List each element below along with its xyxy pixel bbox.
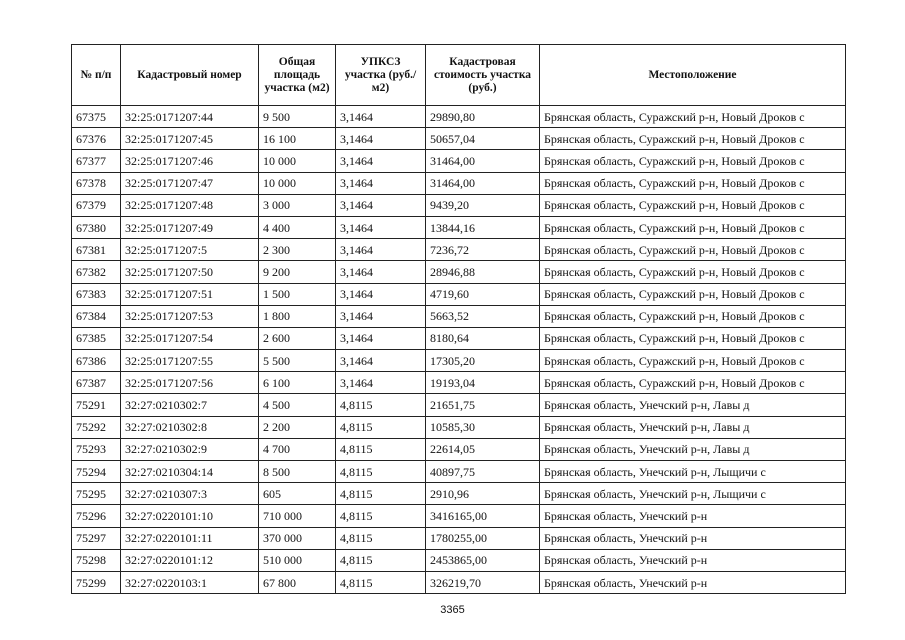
table-row bbox=[72, 106, 846, 128]
cell-area: 10 000 bbox=[259, 172, 336, 194]
cell-number: 75295 bbox=[72, 483, 121, 505]
cell-upksz: 3,1464 bbox=[336, 194, 426, 216]
cell-cadastral-number: 32:25:0171207:46 bbox=[121, 150, 259, 172]
cell-location: Брянская область, Суражский р-н, Новый Дроков с bbox=[540, 305, 846, 327]
cell-number: 67382 bbox=[72, 261, 121, 283]
cell-cadastral-value: 1780255,00 bbox=[426, 527, 540, 549]
cell-location: Брянская область, Унечский р-н bbox=[540, 505, 846, 527]
cell-location: Брянская область, Унечский р-н, Лавы д bbox=[540, 416, 846, 438]
cell-location: Брянская область, Суражский р-н, Новый Дроков с bbox=[540, 106, 846, 128]
cell-cadastral-value: 17305,20 bbox=[426, 350, 540, 372]
cell-cadastral-number: 32:27:0210307:3 bbox=[121, 483, 259, 505]
cell-cadastral-number: 32:25:0171207:51 bbox=[121, 283, 259, 305]
cell-area: 6 100 bbox=[259, 372, 336, 394]
table-row bbox=[72, 283, 846, 305]
cell-cadastral-value: 19193,04 bbox=[426, 372, 540, 394]
cell-upksz: 3,1464 bbox=[336, 372, 426, 394]
cell-cadastral-value: 31464,00 bbox=[426, 172, 540, 194]
cell-area: 2 600 bbox=[259, 327, 336, 349]
cell-number: 75297 bbox=[72, 527, 121, 549]
table-row bbox=[72, 438, 846, 460]
cell-upksz: 4,8115 bbox=[336, 571, 426, 593]
cell-upksz: 3,1464 bbox=[336, 106, 426, 128]
table-row bbox=[72, 416, 846, 438]
cell-number: 67377 bbox=[72, 150, 121, 172]
cell-location: Брянская область, Унечский р-н, Лавы д bbox=[540, 394, 846, 416]
table-header bbox=[72, 45, 846, 106]
cell-cadastral-value: 40897,75 bbox=[426, 461, 540, 483]
cadastral-table bbox=[71, 44, 846, 594]
table-row bbox=[72, 305, 846, 327]
cell-area: 9 200 bbox=[259, 261, 336, 283]
cell-location: Брянская область, Суражский р-н, Новый Дроков с bbox=[540, 216, 846, 238]
cell-cadastral-number: 32:25:0171207:47 bbox=[121, 172, 259, 194]
cell-cadastral-number: 32:25:0171207:5 bbox=[121, 239, 259, 261]
cell-upksz: 4,8115 bbox=[336, 483, 426, 505]
table-row bbox=[72, 261, 846, 283]
cell-upksz: 3,1464 bbox=[336, 172, 426, 194]
cell-cadastral-number: 32:25:0171207:56 bbox=[121, 372, 259, 394]
cell-number: 67375 bbox=[72, 106, 121, 128]
cell-cadastral-number: 32:27:0220101:10 bbox=[121, 505, 259, 527]
cell-location: Брянская область, Суражский р-н, Новый Дроков с bbox=[540, 239, 846, 261]
header-cadastral-number: Кадастровый номер bbox=[121, 45, 259, 106]
cell-number: 67378 bbox=[72, 172, 121, 194]
cell-cadastral-value: 2910,96 bbox=[426, 483, 540, 505]
cell-cadastral-number: 32:27:0210304:14 bbox=[121, 461, 259, 483]
cell-area: 16 100 bbox=[259, 128, 336, 150]
cell-upksz: 3,1464 bbox=[336, 128, 426, 150]
cell-area: 1 800 bbox=[259, 305, 336, 327]
table-row bbox=[72, 483, 846, 505]
cell-location: Брянская область, Унечский р-н, Лавы д bbox=[540, 438, 846, 460]
cell-upksz: 3,1464 bbox=[336, 150, 426, 172]
cell-cadastral-number: 32:27:0210302:9 bbox=[121, 438, 259, 460]
cell-location: Брянская область, Суражский р-н, Новый Дроков с bbox=[540, 194, 846, 216]
cell-cadastral-number: 32:25:0171207:49 bbox=[121, 216, 259, 238]
cell-cadastral-value: 50657,04 bbox=[426, 128, 540, 150]
cell-cadastral-number: 32:25:0171207:48 bbox=[121, 194, 259, 216]
cell-cadastral-number: 32:27:0220101:11 bbox=[121, 527, 259, 549]
cell-cadastral-value: 7236,72 bbox=[426, 239, 540, 261]
table-row bbox=[72, 150, 846, 172]
cell-area: 4 700 bbox=[259, 438, 336, 460]
cell-number: 67383 bbox=[72, 283, 121, 305]
cell-upksz: 3,1464 bbox=[336, 283, 426, 305]
cell-number: 67384 bbox=[72, 305, 121, 327]
cell-cadastral-number: 32:25:0171207:50 bbox=[121, 261, 259, 283]
cell-upksz: 4,8115 bbox=[336, 549, 426, 571]
header-cadastral-value: Кадастровая стоимость участка (руб.) bbox=[426, 45, 540, 106]
cell-cadastral-number: 32:25:0171207:55 bbox=[121, 350, 259, 372]
cell-upksz: 4,8115 bbox=[336, 416, 426, 438]
cell-location: Брянская область, Унечский р-н bbox=[540, 549, 846, 571]
cell-cadastral-value: 10585,30 bbox=[426, 416, 540, 438]
cell-cadastral-value: 22614,05 bbox=[426, 438, 540, 460]
page-number: 3365 bbox=[440, 604, 465, 616]
table-row bbox=[72, 239, 846, 261]
cell-cadastral-number: 32:27:0220103:1 bbox=[121, 571, 259, 593]
table-row bbox=[72, 505, 846, 527]
table-row bbox=[72, 549, 846, 571]
cell-number: 67385 bbox=[72, 327, 121, 349]
cell-cadastral-number: 32:25:0171207:53 bbox=[121, 305, 259, 327]
cell-area: 710 000 bbox=[259, 505, 336, 527]
header-number: № п/п bbox=[72, 45, 121, 106]
cell-area: 4 400 bbox=[259, 216, 336, 238]
cell-location: Брянская область, Суражский р-н, Новый Дроков с bbox=[540, 327, 846, 349]
cell-location: Брянская область, Унечский р-н, Лыщичи с bbox=[540, 461, 846, 483]
cell-location: Брянская область, Суражский р-н, Новый Дроков с bbox=[540, 283, 846, 305]
cell-upksz: 4,8115 bbox=[336, 394, 426, 416]
cell-cadastral-value: 4719,60 bbox=[426, 283, 540, 305]
cell-upksz: 4,8115 bbox=[336, 438, 426, 460]
cell-number: 75296 bbox=[72, 505, 121, 527]
cell-number: 75299 bbox=[72, 571, 121, 593]
cell-cadastral-value: 9439,20 bbox=[426, 194, 540, 216]
cell-cadastral-number: 32:27:0210302:7 bbox=[121, 394, 259, 416]
cell-area: 4 500 bbox=[259, 394, 336, 416]
cell-location: Брянская область, Суражский р-н, Новый Дроков с bbox=[540, 150, 846, 172]
cell-number: 75292 bbox=[72, 416, 121, 438]
header-row bbox=[72, 45, 846, 106]
cell-number: 75294 bbox=[72, 461, 121, 483]
cell-location: Брянская область, Унечский р-н bbox=[540, 527, 846, 549]
cell-number: 67376 bbox=[72, 128, 121, 150]
table-row bbox=[72, 216, 846, 238]
cell-area: 605 bbox=[259, 483, 336, 505]
cell-cadastral-value: 3416165,00 bbox=[426, 505, 540, 527]
cell-location: Брянская область, Унечский р-н bbox=[540, 571, 846, 593]
table-row bbox=[72, 372, 846, 394]
cell-number: 75298 bbox=[72, 549, 121, 571]
cell-location: Брянская область, Суражский р-н, Новый Дроков с bbox=[540, 261, 846, 283]
cell-cadastral-number: 32:25:0171207:54 bbox=[121, 327, 259, 349]
cell-upksz: 4,8115 bbox=[336, 527, 426, 549]
cell-number: 75291 bbox=[72, 394, 121, 416]
cell-upksz: 3,1464 bbox=[336, 216, 426, 238]
cell-number: 75293 bbox=[72, 438, 121, 460]
table-body bbox=[72, 106, 846, 594]
cell-location: Брянская область, Унечский р-н, Лыщичи с bbox=[540, 483, 846, 505]
table-row bbox=[72, 194, 846, 216]
header-area: Общая площадь участка (м2) bbox=[259, 45, 336, 106]
cell-cadastral-value: 21651,75 bbox=[426, 394, 540, 416]
cell-cadastral-value: 13844,16 bbox=[426, 216, 540, 238]
cell-area: 9 500 bbox=[259, 106, 336, 128]
cell-area: 10 000 bbox=[259, 150, 336, 172]
cell-number: 67387 bbox=[72, 372, 121, 394]
header-location: Местоположение bbox=[540, 45, 846, 106]
cell-upksz: 3,1464 bbox=[336, 305, 426, 327]
cell-cadastral-number: 32:25:0171207:45 bbox=[121, 128, 259, 150]
cell-upksz: 3,1464 bbox=[336, 350, 426, 372]
cell-area: 67 800 bbox=[259, 571, 336, 593]
cell-area: 5 500 bbox=[259, 350, 336, 372]
cell-location: Брянская область, Суражский р-н, Новый Дроков с bbox=[540, 372, 846, 394]
cell-number: 67379 bbox=[72, 194, 121, 216]
table-row bbox=[72, 571, 846, 593]
cell-cadastral-value: 2453865,00 bbox=[426, 549, 540, 571]
cell-area: 1 500 bbox=[259, 283, 336, 305]
cell-upksz: 3,1464 bbox=[336, 327, 426, 349]
table-row bbox=[72, 327, 846, 349]
cell-number: 67381 bbox=[72, 239, 121, 261]
cell-cadastral-value: 326219,70 bbox=[426, 571, 540, 593]
cell-cadastral-value: 8180,64 bbox=[426, 327, 540, 349]
cell-area: 2 200 bbox=[259, 416, 336, 438]
cell-cadastral-number: 32:27:0210302:8 bbox=[121, 416, 259, 438]
table-row bbox=[72, 461, 846, 483]
cell-number: 67380 bbox=[72, 216, 121, 238]
cell-area: 510 000 bbox=[259, 549, 336, 571]
cell-upksz: 4,8115 bbox=[336, 505, 426, 527]
cell-upksz: 3,1464 bbox=[336, 239, 426, 261]
cell-location: Брянская область, Суражский р-н, Новый Дроков с bbox=[540, 128, 846, 150]
cell-location: Брянская область, Суражский р-н, Новый Дроков с bbox=[540, 350, 846, 372]
cell-area: 3 000 bbox=[259, 194, 336, 216]
table-row bbox=[72, 172, 846, 194]
cell-number: 67386 bbox=[72, 350, 121, 372]
cell-cadastral-number: 32:25:0171207:44 bbox=[121, 106, 259, 128]
table-row bbox=[72, 394, 846, 416]
cell-area: 2 300 bbox=[259, 239, 336, 261]
table-row bbox=[72, 128, 846, 150]
header-upksz: УПКСЗ участка (руб./м2) bbox=[336, 45, 426, 106]
cell-area: 8 500 bbox=[259, 461, 336, 483]
cell-cadastral-value: 28946,88 bbox=[426, 261, 540, 283]
cell-upksz: 4,8115 bbox=[336, 461, 426, 483]
cell-cadastral-value: 31464,00 bbox=[426, 150, 540, 172]
cell-cadastral-value: 29890,80 bbox=[426, 106, 540, 128]
cell-cadastral-value: 5663,52 bbox=[426, 305, 540, 327]
table-row bbox=[72, 350, 846, 372]
cell-cadastral-number: 32:27:0220101:12 bbox=[121, 549, 259, 571]
cell-area: 370 000 bbox=[259, 527, 336, 549]
cell-location: Брянская область, Суражский р-н, Новый Дроков с bbox=[540, 172, 846, 194]
table-row bbox=[72, 527, 846, 549]
cell-upksz: 3,1464 bbox=[336, 261, 426, 283]
